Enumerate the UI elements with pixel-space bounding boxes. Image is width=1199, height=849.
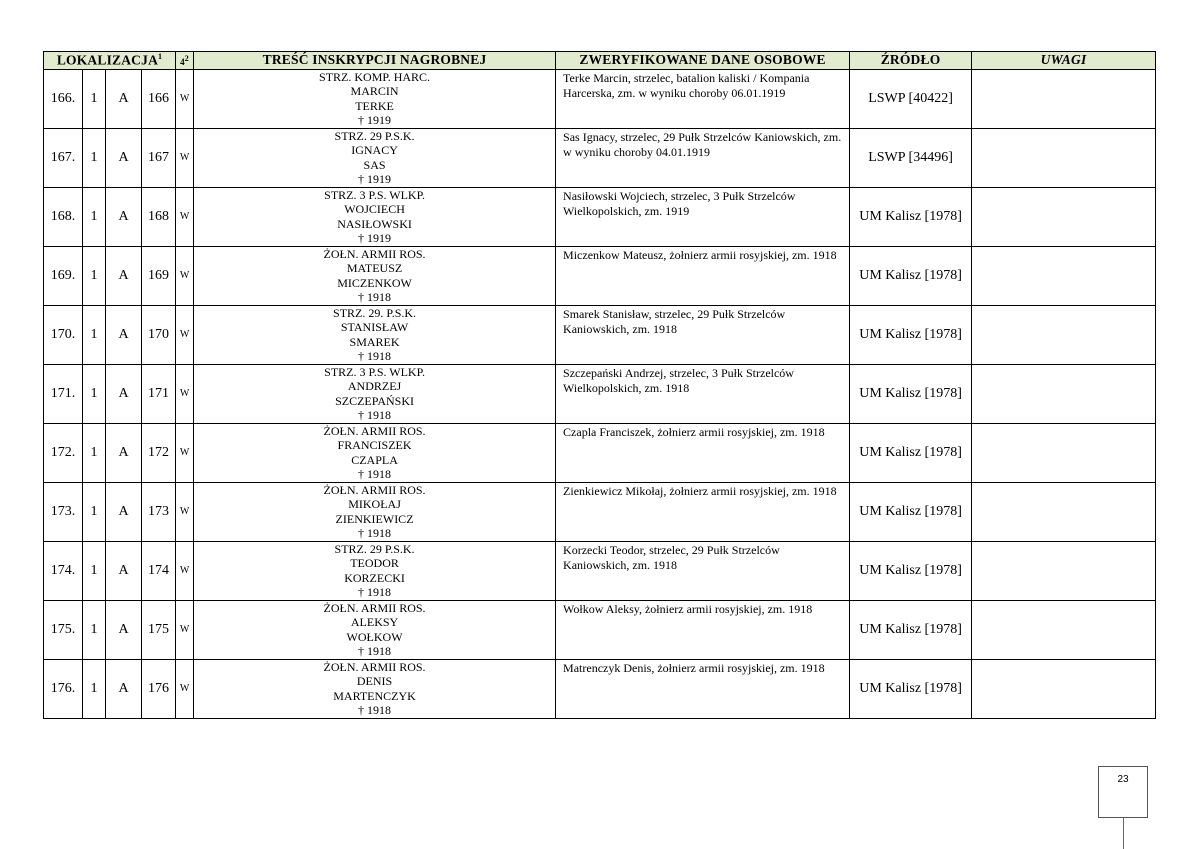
source-cell: UM Kalisz [1978] — [850, 659, 972, 718]
verified-data-cell: Szczepański Andrzej, strzelec, 3 Pułk Strzelców Wielkopolskich, zm. 1918 — [556, 364, 850, 423]
row-number: 172. — [44, 423, 83, 482]
location-col-3: 173 — [142, 482, 176, 541]
source-cell: UM Kalisz [1978] — [850, 187, 972, 246]
inscription-line: SZCZEPAŃSKI — [335, 393, 414, 408]
location-col-2: A — [106, 364, 142, 423]
table-row — [44, 69, 1156, 128]
inscription-cell — [194, 128, 556, 187]
verified-data-cell: Sas Ignacy, strzelec, 29 Pułk Strzelców Kaniowskich, zm. w wyniku choroby 04.01.1919 — [556, 128, 850, 187]
location-col-3: 167 — [142, 128, 176, 187]
source-cell: UM Kalisz [1978] — [850, 305, 972, 364]
inscription-line: TERKE — [355, 98, 394, 113]
remarks-cell — [972, 541, 1156, 600]
verified-data-cell: Korzecki Teodor, strzelec, 29 Pułk Strzelców Kaniowskich, zm. 1918 — [556, 541, 850, 600]
table-row — [44, 600, 1156, 659]
inscription-line: ZIENKIEWICZ — [335, 511, 414, 526]
inscription-line: DENIS — [356, 674, 393, 688]
table-row — [44, 659, 1156, 718]
location-col-4: W — [176, 659, 194, 718]
header-zrodlo: ŹRÓDŁO — [850, 52, 972, 70]
remarks-cell — [972, 659, 1156, 718]
inscription-line: SAS — [363, 157, 386, 172]
verified-data-cell: Terke Marcin, strzelec, batalion kaliski / Kompania Harcerska, zm. w wyniku choroby 06.01.1919 — [556, 69, 850, 128]
location-col-3: 175 — [142, 600, 176, 659]
row-number: 169. — [44, 246, 83, 305]
row-number: 168. — [44, 187, 83, 246]
table-row — [44, 305, 1156, 364]
inscription-line: STRZ. 3 P.S. WLKP. — [324, 364, 425, 379]
page-number-box — [1098, 766, 1148, 818]
page-number: 23 — [1117, 774, 1129, 785]
location-col-2: A — [106, 600, 142, 659]
inscription-line: † 1918 — [358, 703, 392, 717]
row-number: 170. — [44, 305, 83, 364]
verified-data-cell: Czapla Franciszek, żołnierz armii rosyjskiej, zm. 1918 — [556, 423, 850, 482]
header-tresc: TREŚĆ INSKRYPCJI NAGROBNEJ — [194, 52, 556, 70]
table-row — [44, 128, 1156, 187]
location-col-2: A — [106, 305, 142, 364]
inscription-line: † 1918 — [358, 408, 392, 422]
remarks-cell — [972, 305, 1156, 364]
verified-data-cell: Nasiłowski Wojciech, strzelec, 3 Pułk Strzelców Wielkopolskich, zm. 1919 — [556, 187, 850, 246]
inscription-line: STRZ. 29. P.S.K. — [333, 305, 417, 320]
location-col-2: A — [106, 187, 142, 246]
inscription-line: ŻOŁN. ARMII ROS. — [323, 482, 426, 497]
inscription-line: ANDRZEJ — [347, 379, 402, 393]
remarks-cell — [972, 364, 1156, 423]
inscription-line: MARCIN — [350, 84, 399, 98]
source-cell: LSWP [40422] — [850, 69, 972, 128]
remarks-cell — [972, 128, 1156, 187]
inscription-line: IGNACY — [351, 143, 398, 157]
inscription-cell — [194, 600, 556, 659]
burial-register-table — [43, 51, 1156, 719]
table-row — [44, 423, 1156, 482]
inscription-cell — [194, 305, 556, 364]
location-col-4: W — [176, 541, 194, 600]
header-col4: $4^2$ — [176, 52, 194, 70]
location-col-2: A — [106, 423, 142, 482]
inscription-cell — [194, 187, 556, 246]
inscription-cell — [194, 541, 556, 600]
row-number: 176. — [44, 659, 83, 718]
verified-data-cell: Zienkiewicz Mikołaj, żołnierz armii rosyjskiej, zm. 1918 — [556, 482, 850, 541]
row-number: 175. — [44, 600, 83, 659]
location-col-1: 1 — [83, 364, 106, 423]
remarks-cell — [972, 246, 1156, 305]
location-col-1: 1 — [83, 128, 106, 187]
remarks-cell — [972, 423, 1156, 482]
header-row — [44, 52, 1156, 70]
location-col-1: 1 — [83, 305, 106, 364]
source-cell: UM Kalisz [1978] — [850, 423, 972, 482]
location-col-3: 172 — [142, 423, 176, 482]
location-col-2: A — [106, 69, 142, 128]
inscription-line: STRZ. KOMP. HARC. — [319, 69, 431, 84]
inscription-line: MARTENCZYK — [333, 688, 416, 703]
verified-data-cell: Smarek Stanisław, strzelec, 29 Pułk Strzelców Kaniowskich, zm. 1918 — [556, 305, 850, 364]
verified-data-cell: Matrenczyk Denis, żołnierz armii rosyjskiej, zm. 1918 — [556, 659, 850, 718]
inscription-line: STRZ. 29 P.S.K. — [334, 128, 415, 143]
location-col-4: W — [176, 364, 194, 423]
source-cell: UM Kalisz [1978] — [850, 482, 972, 541]
inscription-line: † 1918 — [358, 585, 392, 599]
table-row — [44, 364, 1156, 423]
table-row — [44, 246, 1156, 305]
inscription-line: WOŁKOW — [346, 629, 403, 644]
location-col-1: 1 — [83, 659, 106, 718]
inscription-line: STRZ. 29 P.S.K. — [334, 541, 415, 556]
remarks-cell — [972, 482, 1156, 541]
verified-data-cell: Wołkow Aleksy, żołnierz armii rosyjskiej, zm. 1918 — [556, 600, 850, 659]
location-col-4: W — [176, 600, 194, 659]
inscription-cell — [194, 423, 556, 482]
inscription-line: † 1918 — [358, 290, 392, 304]
inscription-line: † 1918 — [358, 644, 392, 658]
source-cell: UM Kalisz [1978] — [850, 246, 972, 305]
location-col-1: 1 — [83, 600, 106, 659]
location-col-4: W — [176, 246, 194, 305]
inscription-line: MIKOŁAJ — [348, 497, 401, 511]
inscription-line: STRZ. 3 P.S. WLKP. — [324, 187, 425, 202]
inscription-cell — [194, 69, 556, 128]
location-col-1: 1 — [83, 187, 106, 246]
location-col-3: 171 — [142, 364, 176, 423]
header-uwagi: UWAGI — [972, 52, 1156, 70]
inscription-cell — [194, 364, 556, 423]
location-col-1: 1 — [83, 69, 106, 128]
location-col-3: 168 — [142, 187, 176, 246]
location-col-1: 1 — [83, 423, 106, 482]
remarks-cell — [972, 600, 1156, 659]
location-col-3: 174 — [142, 541, 176, 600]
row-number: 171. — [44, 364, 83, 423]
row-number: 173. — [44, 482, 83, 541]
inscription-line: † 1919 — [358, 113, 392, 127]
inscription-line: † 1918 — [358, 526, 392, 540]
verified-data-cell: Miczenkow Mateusz, żołnierz armii rosyjskiej, zm. 1918 — [556, 246, 850, 305]
location-col-4: W — [176, 187, 194, 246]
inscription-line: ŻOŁN. ARMII ROS. — [323, 423, 426, 438]
table-row — [44, 541, 1156, 600]
inscription-line: † 1918 — [358, 467, 392, 481]
location-col-3: 169 — [142, 246, 176, 305]
location-col-1: 1 — [83, 246, 106, 305]
inscription-line: TEODOR — [350, 556, 399, 570]
inscription-cell — [194, 246, 556, 305]
inscription-line: ŻOŁN. ARMII ROS. — [323, 600, 426, 615]
inscription-line: ŻOŁN. ARMII ROS. — [323, 659, 426, 674]
location-col-4: W — [176, 482, 194, 541]
source-cell: UM Kalisz [1978] — [850, 364, 972, 423]
row-number: 167. — [44, 128, 83, 187]
location-col-2: A — [106, 246, 142, 305]
row-number: 166. — [44, 69, 83, 128]
location-col-1: 1 — [83, 541, 106, 600]
inscription-line: KORZECKI — [344, 570, 405, 585]
page-box-line — [1123, 818, 1124, 849]
source-cell: UM Kalisz [1978] — [850, 600, 972, 659]
inscription-line: ŻOŁN. ARMII ROS. — [323, 246, 426, 261]
location-col-2: A — [106, 482, 142, 541]
table-body — [44, 69, 1156, 718]
header-dane: ZWERYFIKOWANE DANE OSOBOWE — [556, 52, 850, 70]
table-row — [44, 187, 1156, 246]
location-col-4: W — [176, 423, 194, 482]
inscription-line: SMAREK — [349, 334, 400, 349]
inscription-line: CZAPLA — [351, 452, 398, 467]
location-col-2: A — [106, 541, 142, 600]
location-col-3: 166 — [142, 69, 176, 128]
location-col-2: A — [106, 128, 142, 187]
inscription-line: † 1919 — [358, 172, 392, 186]
inscription-line: MATEUSZ — [346, 261, 403, 275]
remarks-cell — [972, 187, 1156, 246]
location-col-1: 1 — [83, 482, 106, 541]
location-col-3: 170 — [142, 305, 176, 364]
location-col-4: W — [176, 128, 194, 187]
inscription-line: WOJCIECH — [344, 202, 405, 216]
location-col-3: 176 — [142, 659, 176, 718]
inscription-line: ALEKSY — [350, 615, 399, 629]
inscription-cell — [194, 482, 556, 541]
remarks-cell — [972, 69, 1156, 128]
inscription-cell — [194, 659, 556, 718]
source-cell: UM Kalisz [1978] — [850, 541, 972, 600]
row-number: 174. — [44, 541, 83, 600]
inscription-line: † 1918 — [358, 349, 392, 363]
location-col-4: W — [176, 69, 194, 128]
location-col-2: A — [106, 659, 142, 718]
inscription-line: † 1919 — [358, 231, 392, 245]
header-lokalizacja: LOKALIZACJA$^1$ — [44, 52, 176, 70]
inscription-line: STANISŁAW — [340, 320, 409, 334]
inscription-line: MICZENKOW — [337, 275, 412, 290]
inscription-line: FRANCISZEK — [337, 438, 412, 452]
location-col-4: W — [176, 305, 194, 364]
table-row — [44, 482, 1156, 541]
inscription-line: NASIŁOWSKI — [337, 216, 412, 231]
source-cell: LSWP [34496] — [850, 128, 972, 187]
